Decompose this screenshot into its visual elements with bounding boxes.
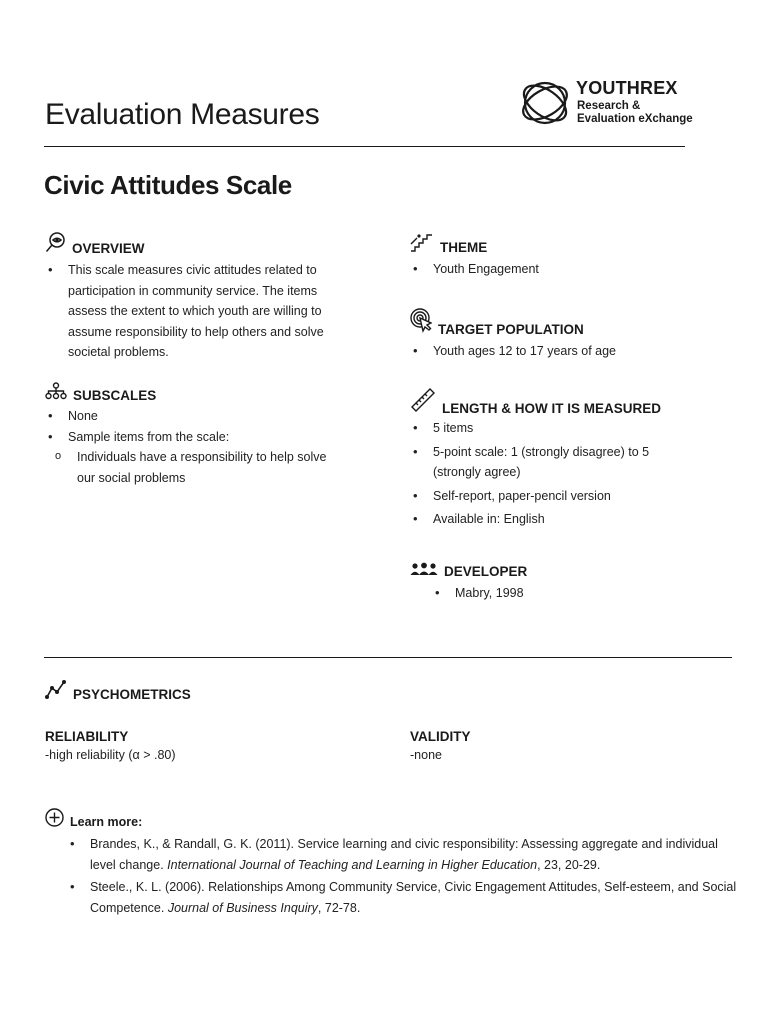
list-item: • Sample items from the scale:	[45, 427, 355, 448]
list-item: • Available in: English	[410, 509, 700, 530]
list-item: • This scale measures civic attitudes related to participation in community service. The items assess the extent to which youth are willing to assume responsibility to help others and solve societal problems.	[45, 260, 355, 363]
subscales-list	[45, 406, 355, 447]
subscales-section	[45, 382, 355, 488]
list-item: • Youth ages 12 to 17 years of age	[410, 341, 730, 362]
list-item: • Self-report, paper-pencil version	[410, 486, 700, 507]
list-item: • Mabry, 1998	[432, 583, 730, 604]
validity-label: VALIDITY	[410, 729, 471, 744]
header-title: Evaluation Measures	[45, 98, 320, 131]
length-list	[410, 418, 700, 530]
theme-list	[410, 259, 730, 280]
length-section	[410, 387, 710, 530]
youthrex-logo	[518, 76, 698, 132]
developer-list	[410, 583, 730, 604]
sample-items-list	[45, 447, 335, 488]
page-title: Civic Attitudes Scale	[44, 170, 292, 200]
globe-logo-icon	[518, 76, 572, 130]
section-divider	[44, 657, 732, 658]
theme-heading: THEME	[410, 232, 730, 255]
stairs-icon	[410, 232, 434, 255]
subscales-heading: SUBSCALES	[45, 382, 355, 403]
target-section	[410, 308, 730, 362]
target-list	[410, 341, 730, 362]
references-list	[45, 834, 737, 918]
reliability-label: RELIABILITY	[45, 729, 129, 744]
target-cursor-icon	[410, 308, 432, 337]
overview-section	[45, 232, 355, 363]
reliability-block	[45, 729, 176, 762]
validity-value: -none	[410, 748, 442, 762]
hierarchy-icon	[45, 382, 67, 403]
overview-heading: OVERVIEW	[45, 232, 355, 256]
psychometrics-heading: PSYCHOMETRICS	[45, 679, 191, 702]
reference-item: • Brandes, K., & Randall, G. K. (2011). Service learning and civic responsibility: Assessing aggregate and individual level change. International Journal of Teaching and Learning in Higher Education, 23, 20-29.	[67, 834, 737, 875]
list-item: • 5 items	[410, 418, 700, 439]
people-group-icon	[410, 562, 438, 579]
developer-section	[410, 562, 730, 604]
length-heading: LENGTH & HOW IT IS MEASURED	[410, 387, 710, 416]
learn-more-heading: Learn more:	[45, 808, 735, 830]
theme-section	[410, 232, 730, 280]
logo-subtitle: Research & Evaluation eXchange	[577, 100, 693, 125]
developer-heading: DEVELOPER	[410, 562, 730, 579]
header-divider	[44, 146, 685, 147]
reliability-value: -high reliability (α > .80)	[45, 748, 176, 762]
logo-name: YOUTHREX	[576, 78, 678, 98]
ruler-icon	[410, 387, 436, 416]
plus-circle-icon	[45, 808, 64, 830]
learn-more-section	[45, 808, 735, 918]
list-item: • Youth Engagement	[410, 259, 730, 280]
line-chart-icon	[45, 679, 67, 702]
list-item: • None	[45, 406, 355, 427]
reference-item: • Steele., K. L. (2006). Relationships Among Community Service, Civic Engagement Attitudes, Self-esteem, and Social Competence. Journal of Business Inquiry, 72-78.	[67, 877, 737, 918]
psychometrics-section	[45, 679, 191, 702]
validity-block	[410, 729, 471, 762]
sub-list-item: o Individuals have a responsibility to help solve our social problems	[45, 447, 335, 488]
target-heading: TARGET POPULATION	[410, 308, 730, 337]
magnifier-eye-icon	[45, 232, 66, 256]
list-item: • 5-point scale: 1 (strongly disagree) to 5 (strongly agree)	[410, 442, 700, 483]
overview-list	[45, 260, 355, 363]
